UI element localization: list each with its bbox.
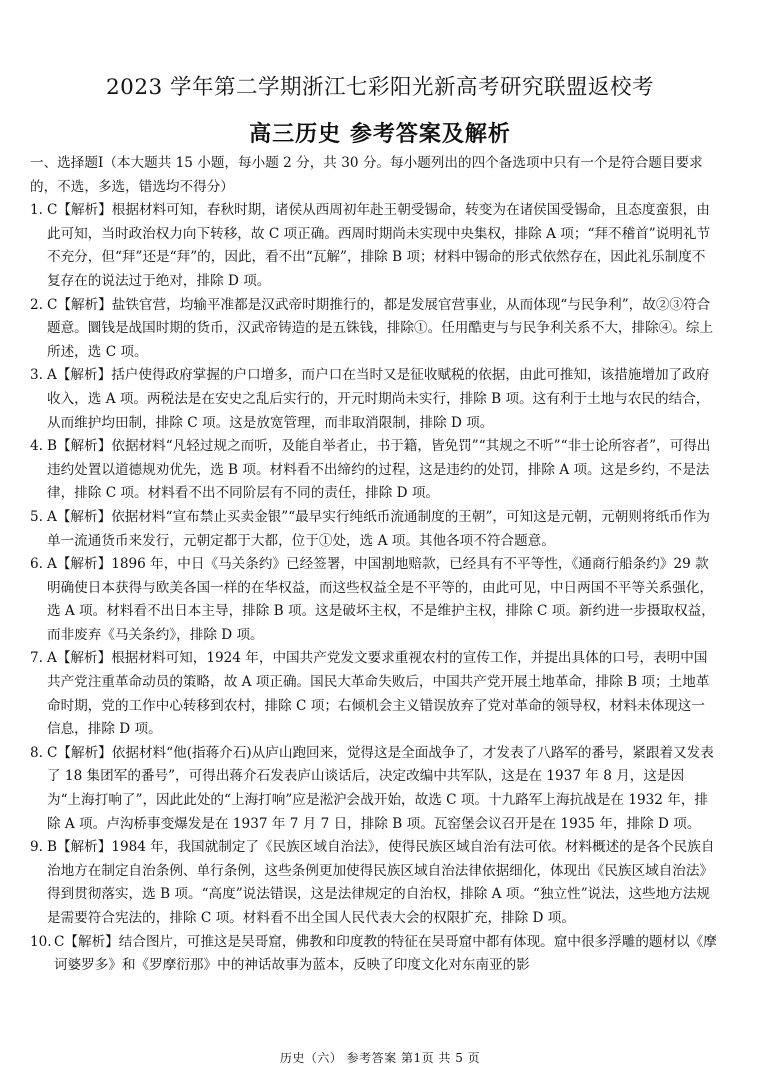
item-number: 6. xyxy=(30,556,43,573)
item-number: 10. xyxy=(30,933,52,950)
item-number: 8. xyxy=(30,744,43,761)
page-footer: 历史（六） 参考答案 第1页 共 5 页 xyxy=(279,1051,481,1065)
item-text: C【解析】依据材料“他(指蒋介石)从庐山跑回来，觉得这是全面战争了，才发表了八路军的番号，紧跟着又发表了 18 集团军的番号”，可得出蒋介石发表庐山谈话后，决定改编中共军队，这是在 1937 年 8 月，这是因为“上海打响了”，因此此处的“上海打响”应是淞沪会战开始，故选 C 项。十九路军上海抗战是在 1932 年，排除 A 项。卢沟桥事变爆发是在 1937 年 7 月 7 日，排除 B 项。瓦窑堡会议召开是在 1935 年，排除 D 项。 xyxy=(47,744,714,832)
item-number: 3. xyxy=(30,367,43,384)
item-number: 9. xyxy=(30,839,43,856)
item-text: A【解析】1896 年，中日《马关条约》已经签署，中国割地赔款，已经具有不平等性，《通商行船条约》29 款明确使日本获得与欧美各国一样的在华权益，而这些权益全是不平等的，由此可见，中日两国不平等关系强化，选 A 项。材料看不出日本主导，排除 B 项。这是破坏主权，不是维护主权，排除 C 项。新约进一步摄取权益，而非废弃《马关条约》，排除 D 项。 xyxy=(47,556,715,643)
answer-item-1 xyxy=(30,199,718,293)
item-number: 4. xyxy=(30,438,43,455)
item-text: A【解析】依据材料“宣布禁止买卖金银”“最早实行纯纸币流通制度的王朝”，可知这是元朝，元朝则将纸币作为单一流通货币来发行，元朝定都于大都，位于①处，选 A 项。其他各项不符合题意。 xyxy=(47,508,710,549)
answer-content xyxy=(30,152,718,978)
item-number: 7. xyxy=(30,650,43,667)
answer-item-9 xyxy=(30,836,718,930)
document-title: 2023 学年第二学期浙江七彩阳光新高考研究联盟返校考 xyxy=(105,75,655,100)
answer-item-3 xyxy=(30,364,718,435)
item-text: A【解析】根据材料可知，1924 年，中国共产党发文要求重视农村的宣传工作，并提出具体的口号，表明中国共产党注重革命动员的策略，故 A 项正确。国民大革命失败后，中国共产党开展土地革命，排除 B 项；土地革命时期，党的工作中心转移到农村，排除 C 项；右倾机会主义错误放弃了党对革命的领导权，材料未体现这一信息，排除 D 项。 xyxy=(47,650,710,738)
item-text: C【解析】结合图片，可推这是吴哥窟，佛教和印度教的特征在吴哥窟中都有体现。窟中很多浮雕的题材以《摩诃婆罗多》和《罗摩衍那》中的神话故事为蓝本，反映了印度文化对东南亚的影 xyxy=(54,933,717,974)
document-subtitle: 高三历史 参考答案及解析 xyxy=(249,121,511,147)
answer-item-7 xyxy=(30,647,718,741)
section-intro: 一、选择题Ⅰ（本大题共 15 小题，每小题 2 分，共 30 分。每小题列出的四个备选项中只有一个是符合题目要求的，不选，多选，错选均不得分） xyxy=(30,155,703,195)
answer-item-2 xyxy=(30,294,718,365)
item-number: 1. xyxy=(30,202,43,219)
answer-item-10 xyxy=(30,931,718,978)
item-number: 5. xyxy=(30,508,43,525)
item-text: C【解析】根据材料可知，春秋时期，诸侯从西周初年赴王朝受锡命，转变为在诸侯国受锡命，且态度蛮狠，由此可知，当时政治权力向下转移，故 C 项正确。西周时期尚未实现中央集权，排除 A 项；“拜不稽首”说明礼节不充分，但“拜”还是“拜”的，因此，看不出“瓦解”，排除 B 项；材料中锡命的形式依然存在，因此礼乐制度不复存在的说法过于绝对，排除 D 项。 xyxy=(47,202,711,289)
item-text: B【解析】1984 年，我国就制定了《民族区域自治法》，使得民族区域自治有法可依。材料概述的是各个民族自治地方在制定自治条例、单行条例，这些条例更加使得民族区域自治法律依据细化，体现出《民族区域自治法》得到贯彻落实，选 B 项。“高度”说法错误，这是法律规定的自治权，排除 A 项。“独立性”说法，这些地方法规是需要符合宪法的，排除 C 项。材料看不出全国人民代表大会的权限扩充，排除 D 项。 xyxy=(47,839,715,926)
item-text: B【解析】依据材料“凡轻过规之而听，及能自举者止，书于籍，皆免罚”“其规之不听”“非士论所容者”，可得出违约处置以道德规劝优先，选 B 项。材料看不出缔约的过程，这是违约的处罚，排除 A 项。这是乡约，不是法律，排除 C 项。材料看不出不同阶层有不同的责任，排除 D 项。 xyxy=(47,438,711,502)
item-text: A【解析】括户使得政府掌握的户口增多，而户口在当时又是征收赋税的依据，由此可推知，该措施增加了政府收入，选 A 项。两税法是在安史之乱后实行的，开元时期尚未实行，排除 B 项。这有利于土地与农民的结合，从而维护均田制，排除 C 项。这是放宽管理，而非取消限制，排除 D 项。 xyxy=(47,367,710,431)
answer-item-5 xyxy=(30,506,718,553)
section-heading xyxy=(30,152,718,199)
item-text: C【解析】盐铁官营，均输平准都是汉武帝时期推行的，都是发展官营事业，从而体现“与民争利”，故②③符合题意。圜钱是战国时期的货币，汉武帝铸造的是五铢钱，排除①。任用酷吏与与民争利关系不大，排除④。综上所述，选 C 项。 xyxy=(47,296,714,360)
answer-item-4 xyxy=(30,435,718,506)
answer-item-6 xyxy=(30,553,718,647)
item-number: 2. xyxy=(30,296,43,313)
answer-item-8 xyxy=(30,742,718,836)
